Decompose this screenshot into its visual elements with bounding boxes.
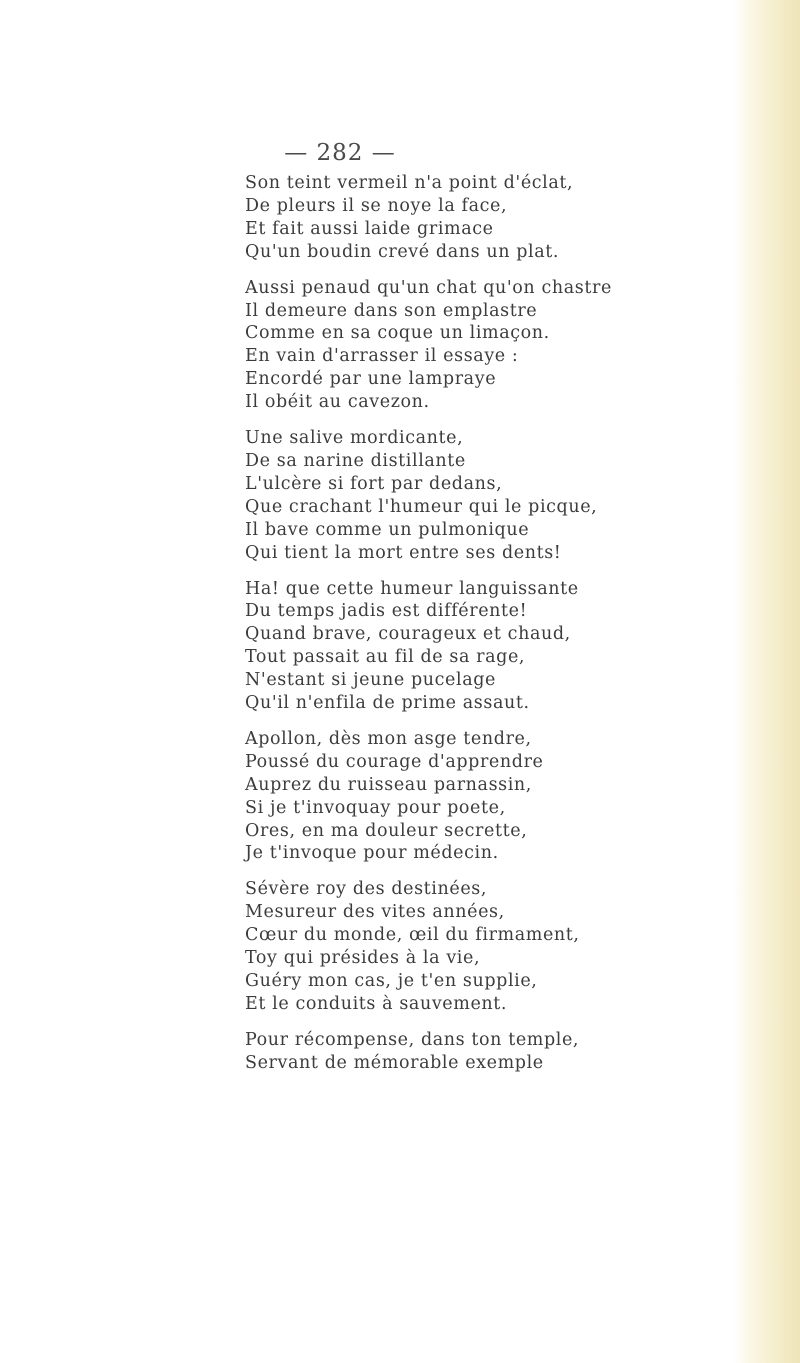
verse-line: L'ulcère si fort par dedans, [245, 473, 503, 494]
verse-line: Encordé par une lampraye [245, 369, 497, 390]
verse-line: De sa narine distillante [245, 450, 466, 471]
verse-line: Et le conduits à sauvement. [245, 993, 508, 1014]
verse-line: Je t'invoque pour médecin. [245, 843, 499, 864]
verse-line: Si je t'invoquay pour poete, [245, 797, 506, 818]
page-edge-shading [732, 0, 800, 1363]
stanza-2 [245, 277, 735, 414]
stanza-3 [245, 427, 735, 564]
verse-line: Mesureur des vites années, [245, 902, 505, 923]
verse-line: De pleurs il se noye la face, [245, 195, 508, 216]
verse-line: Aussi penaud qu'un chat qu'on chastre [245, 277, 612, 298]
verse-line: Il bave comme un pulmonique [245, 519, 530, 540]
verse-line: En vain d'arrasser il essaye : [245, 346, 519, 367]
verse-line: Que crachant l'humeur qui le picque, [245, 496, 598, 517]
verse-line: Apollon, dès mon asge tendre, [245, 728, 532, 749]
verse-line: Sévère roy des destinées, [245, 879, 488, 900]
verse-line: Qu'il n'enfila de prime assaut. [245, 693, 530, 714]
verse-line: Cœur du monde, œil du firmament, [245, 925, 580, 946]
stanza-4 [245, 578, 735, 715]
verse-line: Et fait aussi laide grimace [245, 218, 494, 239]
verse-line: Qu'un boudin crevé dans un plat. [245, 241, 560, 262]
verse-line: Tout passait au fil de sa rage, [245, 647, 526, 668]
verse-line: Comme en sa coque un limaçon. [245, 323, 550, 344]
verse-line: Ha! que cette humeur languissante [245, 578, 579, 599]
verse-line: Auprez du ruisseau parnassin, [245, 774, 532, 795]
verse-line: Pour récompense, dans ton temple, [245, 1029, 580, 1050]
stanza-1 [245, 172, 735, 264]
verse-line: Poussé du courage d'apprendre [245, 751, 544, 772]
verse-line: Il obéit au cavezon. [245, 392, 430, 413]
verse-line: N'estant si jeune pucelage [245, 670, 496, 691]
verse-line: Il demeure dans son emplastre [245, 300, 538, 321]
verse-line: Toy qui présides à la vie, [245, 948, 481, 969]
verse-line: Quand brave, courageux et chaud, [245, 624, 571, 645]
page-number: — 282 — [284, 140, 396, 166]
verse-line: Qui tient la mort entre ses dents! [245, 542, 562, 563]
verse-line: Une salive mordicante, [245, 428, 464, 449]
stanza-6 [245, 878, 735, 1015]
verse-line: Du temps jadis est différente! [245, 601, 528, 622]
stanza-5 [245, 728, 735, 865]
verse-line: Guéry mon cas, je t'en supplie, [245, 971, 538, 991]
verse-line: Servant de mémorable exemple [245, 1052, 544, 1073]
stanza-7 [245, 1029, 735, 1075]
verse-line: Son teint vermeil n'a point d'éclat, [245, 173, 574, 193]
poem [245, 172, 735, 1088]
verse-line: Ores, en ma douleur secrette, [245, 820, 528, 841]
